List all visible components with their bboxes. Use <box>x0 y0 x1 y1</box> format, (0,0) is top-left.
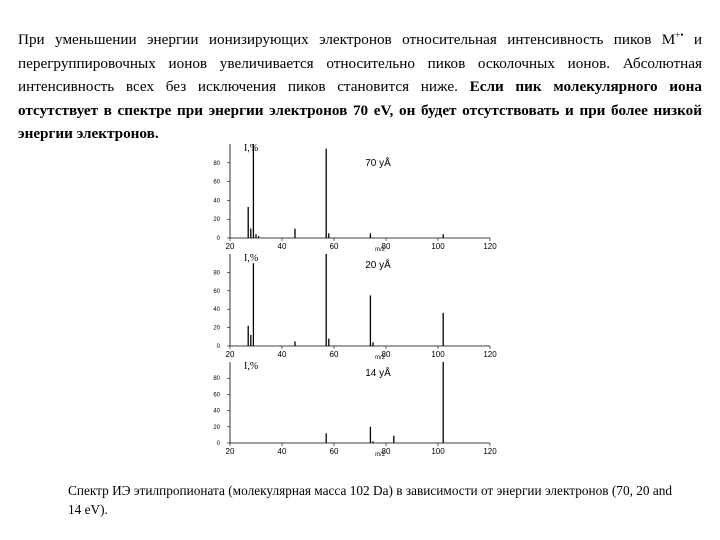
y-axis-label: I,% <box>244 361 259 372</box>
x-tick-label: 40 <box>277 242 287 251</box>
x-axis-label: m/z <box>375 452 385 458</box>
y-tick-label: 40 <box>213 198 220 205</box>
y-tick-label: 80 <box>213 376 220 383</box>
x-tick-label: 40 <box>277 350 287 359</box>
y-tick-label: 40 <box>213 307 220 314</box>
x-tick-label: 80 <box>381 447 391 456</box>
x-axis-label: m/z <box>375 355 385 361</box>
y-tick-label: 40 <box>213 408 220 415</box>
paragraph-text-1: При уменьшении энергии ионизирующих электронов относительная интенсивность пиков М <box>18 31 676 48</box>
x-tick-label: 60 <box>329 242 339 251</box>
y-tick-label: 0 <box>216 236 220 242</box>
x-tick-label: 20 <box>225 242 235 251</box>
y-axis-label: I,% <box>244 253 259 264</box>
y-tick-label: 60 <box>213 179 220 186</box>
y-tick-label: 20 <box>213 325 220 332</box>
x-tick-label: 40 <box>277 447 287 456</box>
energy-label: 70 уÅ <box>365 158 391 169</box>
x-tick-label: 120 <box>483 350 497 359</box>
spectrum-panel-1 <box>213 143 497 253</box>
spectrum-panel-2 <box>213 253 497 361</box>
figure-caption: Спектр ИЭ этилпропионата (молекулярная масса 102 Da) в зависимости от энергии электронов (70, 20 and 14 eV). <box>68 483 673 517</box>
y-tick-label: 0 <box>216 344 220 350</box>
x-tick-label: 80 <box>381 242 391 251</box>
x-tick-label: 20 <box>225 447 235 456</box>
x-tick-label: 60 <box>329 350 339 359</box>
paragraph-bold-statement: Если пик молекулярного иона отсутствует в спектре при энергии электронов 70 eV, он будет отсутствовать и при более низкой энергии электронов. <box>18 78 702 142</box>
x-tick-label: 100 <box>431 350 445 359</box>
body-paragraph <box>18 28 702 146</box>
energy-label: 20 уÅ <box>365 260 391 271</box>
x-tick-label: 20 <box>225 350 235 359</box>
y-tick-label: 20 <box>213 424 220 431</box>
x-tick-label: 100 <box>431 242 445 251</box>
y-tick-label: 60 <box>213 288 220 295</box>
molecular-ion-superscript: +• <box>675 29 684 40</box>
spectrum-panel-3 <box>213 361 497 458</box>
y-tick-label: 20 <box>213 217 220 224</box>
y-tick-label: 80 <box>213 160 220 167</box>
y-tick-label: 60 <box>213 392 220 399</box>
y-tick-label: 80 <box>213 270 220 277</box>
y-axis-label: I,% <box>244 143 259 154</box>
x-axis-label: m/z <box>375 247 385 253</box>
x-tick-label: 60 <box>329 447 339 456</box>
y-tick-label: 0 <box>216 441 220 447</box>
x-tick-label: 80 <box>381 350 391 359</box>
x-tick-label: 120 <box>483 242 497 251</box>
paragraph-text-2: и перегруппировочных ионов увеличивается относительно пиков осколочных ионов. Абсолютная интенсивность всех без исключения пиков становится ниже. <box>18 31 702 95</box>
x-tick-label: 100 <box>431 447 445 456</box>
x-tick-label: 120 <box>483 447 497 456</box>
mass-spectra-figure <box>190 138 520 468</box>
energy-label: 14 уÅ <box>365 368 391 379</box>
